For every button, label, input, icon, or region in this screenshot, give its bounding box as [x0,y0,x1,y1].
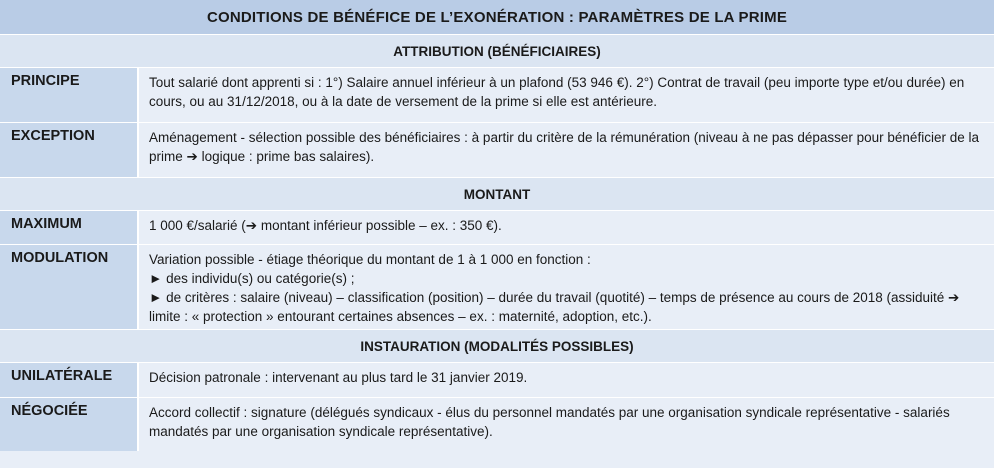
row-label-principe: PRINCIPE [0,68,139,122]
row-text-unilaterale: Décision patronale : intervenant au plus tard le 31 janvier 2019. [139,363,994,397]
section-heading-montant: MONTANT [0,178,994,211]
section-heading-attribution: ATTRIBUTION (BÉNÉFICIAIRES) [0,35,994,68]
table-row-negociee [0,398,994,451]
table-title: CONDITIONS DE BÉNÉFICE DE L’EXONÉRATION : PARAMÈTRES DE LA PRIME [0,0,994,35]
modulation-bullet-criteres: ► de critères : salaire (niveau) – classification (position) – durée du travail (quotité) – temps de présence au cours de 2018 (assiduité ➔ limite : « protection » entourant certaines absences – ex. : maternité, adoption, etc.). [149,290,960,324]
row-label-unilaterale: UNILATÉRALE [0,363,139,397]
modulation-bullet-individus: ► des individu(s) ou catégorie(s) ; [149,271,355,286]
row-text-maximum: 1 000 €/salarié (➔ montant inférieur possible – ex. : 350 €). [139,211,994,244]
table-row-modulation [0,245,994,330]
row-label-negociee: NÉGOCIÉE [0,398,139,451]
modulation-intro: Variation possible - étiage théorique du montant de 1 à 1 000 en fonction : [149,252,591,267]
row-text-principe: Tout salarié dont apprenti si : 1°) Salaire annuel inférieur à un plafond (53 946 €). 2°) Contrat de travail (peu importe type et/ou durée) en cours, ou au 31/12/2018, ou à la date de versement de la prime si elle est antérieure. [139,68,994,122]
section-heading-instauration: INSTAURATION (MODALITÉS POSSIBLES) [0,330,994,363]
table-row-unilaterale [0,363,994,398]
row-label-modulation: MODULATION [0,245,139,329]
row-text-modulation [139,245,994,329]
row-label-exception: EXCEPTION [0,123,139,177]
row-text-negociee: Accord collectif : signature (délégués syndicaux - élus du personnel mandatés par une organisation syndicale représentative - salariés mandatés par une organisation syndicale représentative). [139,398,994,451]
row-label-maximum: MAXIMUM [0,211,139,244]
table-row-maximum [0,211,994,245]
table-row-principe [0,68,994,123]
row-text-exception: Aménagement - sélection possible des bénéficiaires : à partir du critère de la rémunération (niveau à ne pas dépasser pour bénéficier de la prime ➔ logique : prime bas salaires). [139,123,994,177]
table-row-exception [0,123,994,178]
